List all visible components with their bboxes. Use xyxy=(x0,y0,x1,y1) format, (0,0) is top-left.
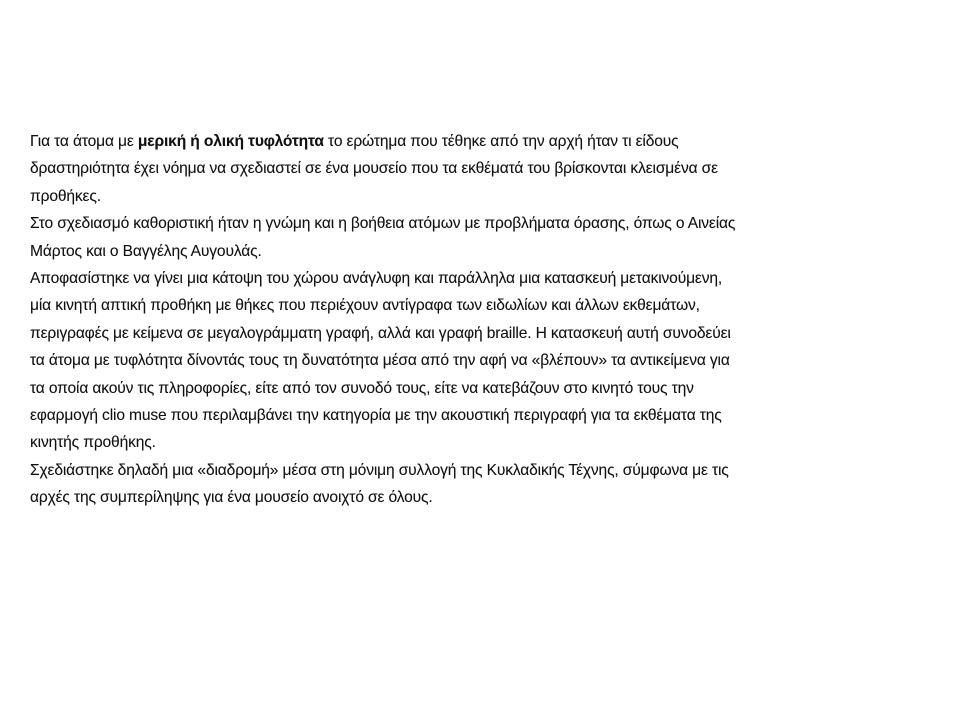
text-run: Για τα άτομα με xyxy=(30,133,138,150)
text-line: εφαρμογή clio muse που περιλαμβάνει την κατηγορία με την ακουστική περιγραφή για τα εκθέματα της xyxy=(30,407,722,425)
body-text xyxy=(30,128,930,512)
text-line: Σχεδιάστηκε δηλαδή μια «διαδρομή» μέσα στη μόνιμη συλλογή της Κυκλαδικής Τέχνης, σύμφωνα με τις xyxy=(30,461,729,479)
text-line: δραστηριότητα έχει νόημα να σχεδιαστεί σε ένα μουσείο που τα εκθέματά του βρίσκονται κλεισμένα σε xyxy=(30,160,718,178)
text-line: Στο σχεδιασμό καθοριστική ήταν η γνώμη και η βοήθεια ατόμων με προβλήματα όρασης, όπως ο Αινείας xyxy=(30,215,736,233)
text-line: περιγραφές με κείμενα σε μεγαλογράμματη γραφή, αλλά και γραφή braille. Η κατασκευή αυτή συνοδεύει xyxy=(30,324,731,342)
text-line xyxy=(30,128,930,155)
text-line: αρχές της συμπερίληψης για ένα μουσείο ανοιχτό σε όλους. xyxy=(30,489,433,507)
text-line: Αποφασίστηκε να γίνει μια κάτοψη του χώρου ανάγλυφη και παράλληλα μια κατασκευή μετακινούμενη, xyxy=(30,270,723,288)
text-line: κινητής προθήκης. xyxy=(30,434,156,452)
text-line: προθήκες. xyxy=(30,187,101,205)
text-line: τα άτομα με τυφλότητα δίνοντάς τους τη δυνατότητα μέσα από την αφή να «βλέπουν» τα αντικείμενα για xyxy=(30,352,730,370)
text-line: τα οποία ακούν τις πληροφορίες, είτε από τον συνοδό τους, είτε να κατεβάζουν στο κινητό τους την xyxy=(30,379,694,397)
text-line: Μάρτος και ο Βαγγέλης Αυγουλάς. xyxy=(30,242,262,260)
text-run: το ερώτημα που τέθηκε από την αρχή ήταν τι είδους xyxy=(323,133,679,150)
text-line: μία κινητή απτική προθήκη με θήκες που περιέχουν αντίγραφα των ειδωλίων και άλλων εκθεμάτων, xyxy=(30,297,700,315)
emphasis-text: μερική ή ολική τυφλότητα xyxy=(137,133,324,150)
